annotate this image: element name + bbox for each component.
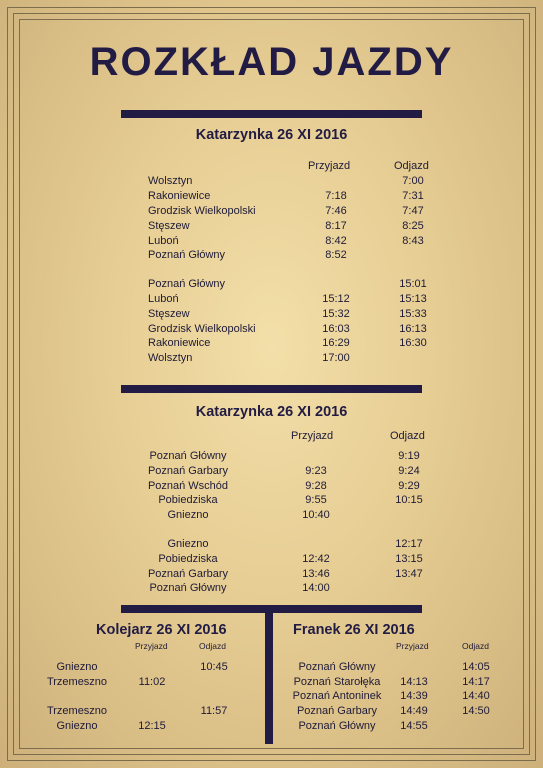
station-name: Poznań Garbary bbox=[296, 705, 378, 717]
arrival-time: 11:02 bbox=[138, 676, 166, 688]
arrival-time: 16:29 bbox=[322, 337, 350, 349]
header-departure: Odjazd bbox=[199, 641, 226, 651]
departure-time: 15:01 bbox=[399, 278, 427, 290]
departure-time: 8:43 bbox=[402, 235, 424, 247]
section-title-franek: Franek 26 XI 2016 bbox=[293, 622, 415, 638]
departure-time: 9:24 bbox=[398, 465, 420, 477]
timetable-row bbox=[0, 352, 543, 367]
timetable-row bbox=[0, 538, 543, 553]
timetable-row bbox=[0, 720, 543, 735]
arrival-time: 9:55 bbox=[305, 494, 327, 506]
timetable-row bbox=[0, 705, 543, 720]
divider-bar-top bbox=[121, 110, 422, 118]
station-name: Gniezno bbox=[167, 538, 209, 550]
departure-time: 10:15 bbox=[395, 494, 423, 506]
timetable-row bbox=[0, 465, 543, 480]
timetable-row bbox=[0, 323, 543, 338]
page-title: ROZKŁAD JAZDY bbox=[89, 40, 454, 84]
arrival-time: 9:23 bbox=[305, 465, 327, 477]
station-name: Gniezno bbox=[56, 720, 98, 732]
station-name: Poznań Główny bbox=[298, 720, 376, 732]
timetable-row bbox=[0, 480, 543, 495]
timetable-row bbox=[0, 220, 543, 235]
section-title-katarzynka-1: Katarzynka 26 XI 2016 bbox=[195, 127, 348, 143]
departure-time: 7:00 bbox=[402, 175, 424, 187]
arrival-time: 12:42 bbox=[302, 553, 330, 565]
departure-time: 7:47 bbox=[402, 205, 424, 217]
arrival-time: 14:00 bbox=[302, 582, 330, 594]
station-name: Grodzisk Wielkopolski bbox=[148, 323, 256, 335]
arrival-time: 10:40 bbox=[302, 509, 330, 521]
section-title-kolejarz: Kolejarz 26 XI 2016 bbox=[96, 622, 227, 638]
departure-time: 13:15 bbox=[395, 553, 423, 565]
timetable-row bbox=[0, 690, 543, 705]
station-name: Poznań Garbary bbox=[147, 568, 229, 580]
station-name: Trzemeszno bbox=[46, 676, 108, 688]
timetable-row bbox=[0, 450, 543, 465]
arrival-time: 12:15 bbox=[138, 720, 166, 732]
station-name: Pobiedziska bbox=[158, 553, 218, 565]
departure-time: 12:17 bbox=[395, 538, 423, 550]
timetable-row bbox=[0, 293, 543, 308]
arrival-time: 9:28 bbox=[305, 480, 327, 492]
station-name: Luboń bbox=[148, 293, 179, 305]
timetable-row bbox=[0, 278, 543, 293]
station-name: Poznań Główny bbox=[148, 249, 226, 261]
station-name: Gniezno bbox=[167, 509, 209, 521]
arrival-time: 13:46 bbox=[302, 568, 330, 580]
arrival-time: 7:18 bbox=[325, 190, 347, 202]
arrival-time: 14:55 bbox=[400, 720, 428, 732]
station-name: Rakoniewice bbox=[148, 190, 211, 202]
arrival-time: 14:49 bbox=[400, 705, 428, 717]
departure-time: 15:13 bbox=[399, 293, 427, 305]
header-arrival: Przyjazd bbox=[291, 430, 334, 442]
arrival-time: 8:52 bbox=[325, 249, 347, 261]
arrival-time: 17:00 bbox=[322, 352, 350, 364]
station-name: Poznań Główny bbox=[149, 450, 227, 462]
departure-time: 16:30 bbox=[399, 337, 427, 349]
header-departure: Odjazd bbox=[462, 641, 489, 651]
timetable-row bbox=[0, 661, 543, 676]
station-name: Grodzisk Wielkopolski bbox=[148, 205, 256, 217]
departure-time: 8:25 bbox=[402, 220, 424, 232]
departure-time: 10:45 bbox=[200, 661, 228, 673]
departure-time: 9:19 bbox=[398, 450, 420, 462]
header-departure: Odjazd bbox=[390, 430, 425, 442]
departure-time: 11:57 bbox=[200, 705, 228, 717]
arrival-time: 14:13 bbox=[400, 676, 428, 688]
header-departure: Odjazd bbox=[394, 160, 429, 172]
departure-time: 14:40 bbox=[462, 690, 490, 702]
station-name: Stęszew bbox=[148, 308, 190, 320]
section-title-katarzynka-2: Katarzynka 26 XI 2016 bbox=[195, 404, 348, 420]
timetable-row bbox=[0, 337, 543, 352]
arrival-time: 8:17 bbox=[325, 220, 347, 232]
station-name: Gniezno bbox=[56, 661, 98, 673]
timetable-row bbox=[0, 308, 543, 323]
departure-time: 15:33 bbox=[399, 308, 427, 320]
station-name: Pobiedziska bbox=[158, 494, 218, 506]
timetable-row bbox=[0, 249, 543, 264]
header-arrival: Przyjazd bbox=[396, 641, 429, 651]
departure-time: 9:29 bbox=[398, 480, 420, 492]
timetable-row bbox=[0, 676, 543, 691]
station-name: Poznań Antoninek bbox=[292, 690, 382, 702]
station-name: Poznań Główny bbox=[148, 278, 226, 290]
timetable-row bbox=[0, 205, 543, 220]
station-name: Poznań Starołęka bbox=[293, 676, 381, 688]
arrival-time: 7:46 bbox=[325, 205, 347, 217]
departure-time: 7:31 bbox=[402, 190, 424, 202]
station-name: Luboń bbox=[148, 235, 179, 247]
departure-time: 14:05 bbox=[462, 661, 490, 673]
station-name: Poznań Wschód bbox=[147, 480, 229, 492]
arrival-time: 15:32 bbox=[322, 308, 350, 320]
arrival-time: 16:03 bbox=[322, 323, 350, 335]
timetable-row bbox=[0, 494, 543, 509]
header-arrival: Przyjazd bbox=[308, 160, 351, 172]
timetable-row bbox=[0, 235, 543, 250]
timetable-row bbox=[0, 553, 543, 568]
departure-time: 16:13 bbox=[399, 323, 427, 335]
departure-time: 13:47 bbox=[395, 568, 423, 580]
arrival-time: 14:39 bbox=[400, 690, 428, 702]
divider-bar-middle bbox=[121, 385, 422, 393]
station-name: Poznań Główny bbox=[149, 582, 227, 594]
timetable-row bbox=[0, 509, 543, 524]
station-name: Poznań Główny bbox=[298, 661, 376, 673]
header-arrival: Przyjazd bbox=[135, 641, 168, 651]
station-name: Wolsztyn bbox=[148, 352, 193, 364]
station-name: Poznań Garbary bbox=[147, 465, 229, 477]
departure-time: 14:50 bbox=[462, 705, 490, 717]
station-name: Stęszew bbox=[148, 220, 190, 232]
departure-time: 14:17 bbox=[462, 676, 490, 688]
timetable-row bbox=[0, 175, 543, 190]
arrival-time: 8:42 bbox=[325, 235, 347, 247]
station-name: Wolsztyn bbox=[148, 175, 193, 187]
timetable-row bbox=[0, 582, 543, 597]
timetable-row bbox=[0, 568, 543, 583]
station-name: Trzemeszno bbox=[46, 705, 108, 717]
arrival-time: 15:12 bbox=[322, 293, 350, 305]
timetable-row bbox=[0, 190, 543, 205]
station-name: Rakoniewice bbox=[148, 337, 211, 349]
